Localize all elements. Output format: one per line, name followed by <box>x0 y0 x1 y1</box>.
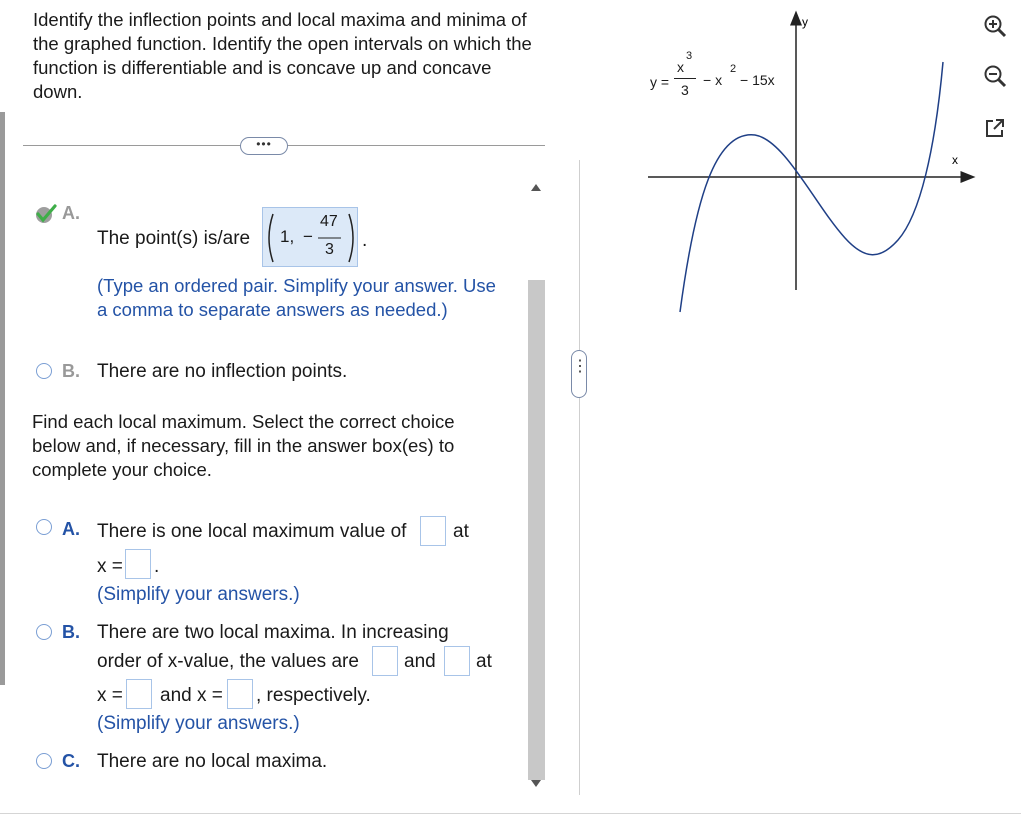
answer-denominator: 3 <box>325 241 334 258</box>
zoom-out-button[interactable] <box>983 64 1005 86</box>
local-max-b-x-label: x = <box>97 685 123 706</box>
local-max-at: at <box>453 521 469 542</box>
equation-rest-exponent: 2 <box>730 63 737 75</box>
x-axis-label: x <box>952 153 958 167</box>
local-max-option-a-radio[interactable] <box>36 519 52 535</box>
local-max-x-input[interactable] <box>125 549 151 579</box>
local-max-b-at: at <box>476 651 492 672</box>
local-max-option-c-text: There are no local maxima. <box>97 751 328 772</box>
zoom-in-icon <box>983 14 1007 38</box>
scroll-up-arrow-icon[interactable] <box>531 184 541 191</box>
check-mark-icon <box>33 203 63 225</box>
local-max-prompt: Find each local maximum. Select the correct choice below and, if necessary, fill in the answer box(es) to complete your choice. <box>32 411 455 480</box>
equation-denominator: 3 <box>681 82 689 98</box>
local-max-option-b-line1: There are two local maxima. In increasing <box>97 622 449 643</box>
expand-dots-button[interactable]: ••• <box>240 137 288 155</box>
local-max-x-label: x = <box>97 556 123 577</box>
scrollbar-thumb[interactable] <box>528 280 545 780</box>
panel-splitter-line <box>579 160 580 795</box>
local-max-b-and2: and x = <box>160 685 223 706</box>
local-max-option-b-letter: B. <box>62 622 80 642</box>
local-max-option-b-hint: (Simplify your answers.) <box>97 713 300 734</box>
option-b-radio[interactable] <box>36 363 52 379</box>
local-max-and1: and <box>404 651 436 672</box>
local-max-option-a-letter: A. <box>62 519 80 539</box>
bottom-border <box>0 813 1021 814</box>
zoom-in-button[interactable] <box>983 14 1005 36</box>
equation-rest-a: − x <box>703 72 723 88</box>
inflection-answer-box[interactable] <box>262 207 358 267</box>
zoom-out-icon <box>983 64 1007 88</box>
question-text: Identify the inflection points and local maxima and minima of the graphed function. Identify the open intervals on which the function is differentiable and is concave up and concave down. <box>33 9 532 102</box>
equation-numerator: x <box>677 59 684 75</box>
local-max-value2-input[interactable] <box>444 646 470 676</box>
local-max-option-a-text: There is one local maximum value of <box>97 521 407 542</box>
inflection-suffix: . <box>362 230 368 251</box>
local-max-option-c-radio[interactable] <box>36 753 52 769</box>
popout-button[interactable] <box>984 117 1006 139</box>
local-max-option-c-letter: C. <box>62 751 80 771</box>
local-max-option-a-hint: (Simplify your answers.) <box>97 584 300 605</box>
equation-y: y = <box>650 74 670 90</box>
equation-rest-b: − 15x <box>740 72 775 88</box>
scroll-down-arrow-icon[interactable] <box>531 780 541 787</box>
function-graph <box>640 10 980 320</box>
answer-sign: − <box>303 227 313 246</box>
option-a-letter: A. <box>62 203 80 223</box>
option-b-text: There are no inflection points. <box>97 361 348 382</box>
local-max-option-b-line2: order of x-value, the values are <box>97 651 359 672</box>
local-max-option-b-radio[interactable] <box>36 624 52 640</box>
answer-x: 1, <box>280 227 295 246</box>
equation-numerator-exponent: 3 <box>686 50 693 62</box>
local-max-x1-input[interactable] <box>126 679 152 709</box>
local-max-value1-input[interactable] <box>372 646 398 676</box>
option-b-letter: B. <box>62 361 80 381</box>
y-axis-label: y <box>802 15 808 29</box>
left-gutter <box>0 112 5 685</box>
local-max-x2-input[interactable] <box>227 679 253 709</box>
popout-icon <box>984 117 1006 139</box>
function-curve <box>680 62 943 312</box>
local-max-period: . <box>154 556 160 577</box>
answer-numerator: 47 <box>320 213 338 230</box>
inflection-prefix: The point(s) is/are <box>97 228 251 249</box>
local-max-value-input[interactable] <box>420 516 446 546</box>
panel-splitter-handle[interactable]: ⋮ <box>571 350 587 398</box>
option-a-selected-radio[interactable] <box>33 203 63 225</box>
inflection-hint: (Type an ordered pair. Simplify your answer. Use a comma to separate answers as needed.) <box>97 275 496 320</box>
local-max-b-respectively: , respectively. <box>256 685 371 706</box>
